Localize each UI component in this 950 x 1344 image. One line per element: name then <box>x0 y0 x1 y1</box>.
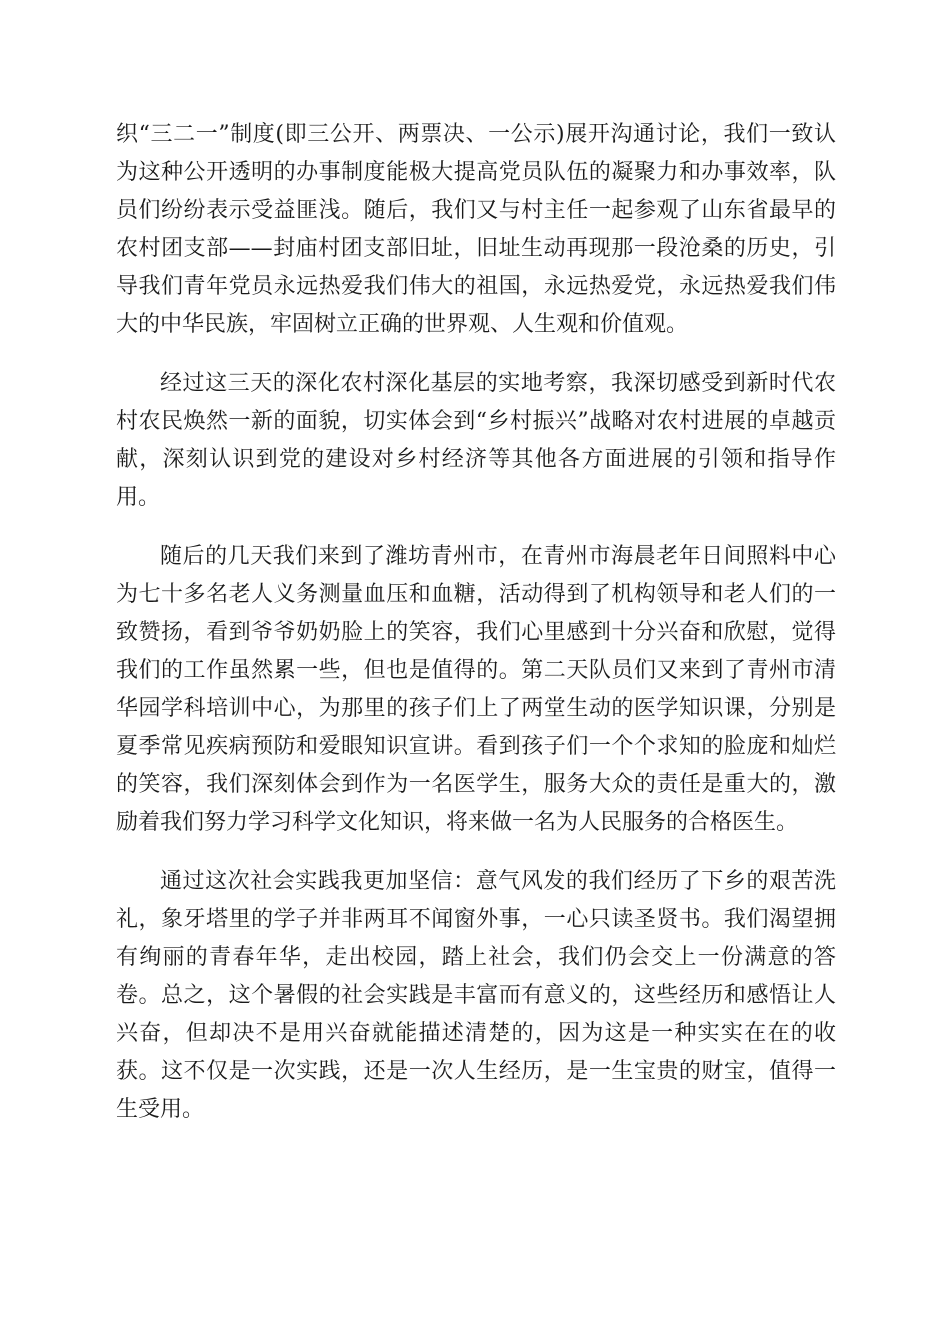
paragraph-conclusion: 通过这次社会实践我更加坚信：意气风发的我们经历了下乡的艰苦洗礼，象牙塔里的学子并非两耳不闻窗外事，一心只读圣贤书。我们渴望拥有绚丽的青春年华，走出校园，踏上社会，我们仍会交上一份满意的答卷。总之，这个暑假的社会实践是丰富而有意义的，这些经历和感悟让人兴奋，但却决不是用兴奋就能描述清楚的，因为这是一种实实在在的收获。这不仅是一次实践，还是一次人生经历，是一生宝贵的财宝，值得一生受用。 <box>116 869 836 1122</box>
paragraph-continued: 织“三二一”制度(即三公开、两票决、一公示)展开沟通讨论，我们一致认为这种公开透明的办事制度能极大提高党员队伍的凝聚力和办事效率，队员们纷纷表示受益匪浅。随后，我们又与村主任一起参观了山东省最早的农村团支部——封庙村团支部旧址，旧址生动再现那一段沧桑的历史，引导我们青年党员永远热爱我们伟大的祖国，永远热爱党，永远热爱我们伟大的中华民族，牢固树立正确的世界观、人生观和价值观。 <box>116 122 836 337</box>
document-body <box>116 116 836 1150</box>
paragraph-qingzhou-activities: 随后的几天我们来到了潍坊青州市，在青州市海晨老年日间照料中心为七十多名老人义务测量血压和血糖，活动得到了机构领导和老人们的一致赞扬，看到爷爷奶奶脸上的笑容，我们心里感到十分兴奋和欣慰，觉得我们的工作虽然累一些，但也是值得的。第二天队员们又来到了青州市清华园学科培训中心，为那里的孩子们上了两堂生动的医学知识课，分别是夏季常见疾病预防和爱眼知识宣讲。看到孩子们一个个求知的脸庞和灿烂的笑容，我们深刻体会到作为一名医学生，服务大众的责任是重大的，激励着我们努力学习科学文化知识，将来做一名为人民服务的合格医生。 <box>116 544 836 835</box>
paragraph-reflection: 经过这三天的深化农村深化基层的实地考察，我深切感受到新时代农村农民焕然一新的面貌，切实体会到“乡村振兴”战略对农村进展的卓越贡献，深刻认识到党的建设对乡村经济等其他各方面进展的引领和指导作用。 <box>116 371 836 510</box>
